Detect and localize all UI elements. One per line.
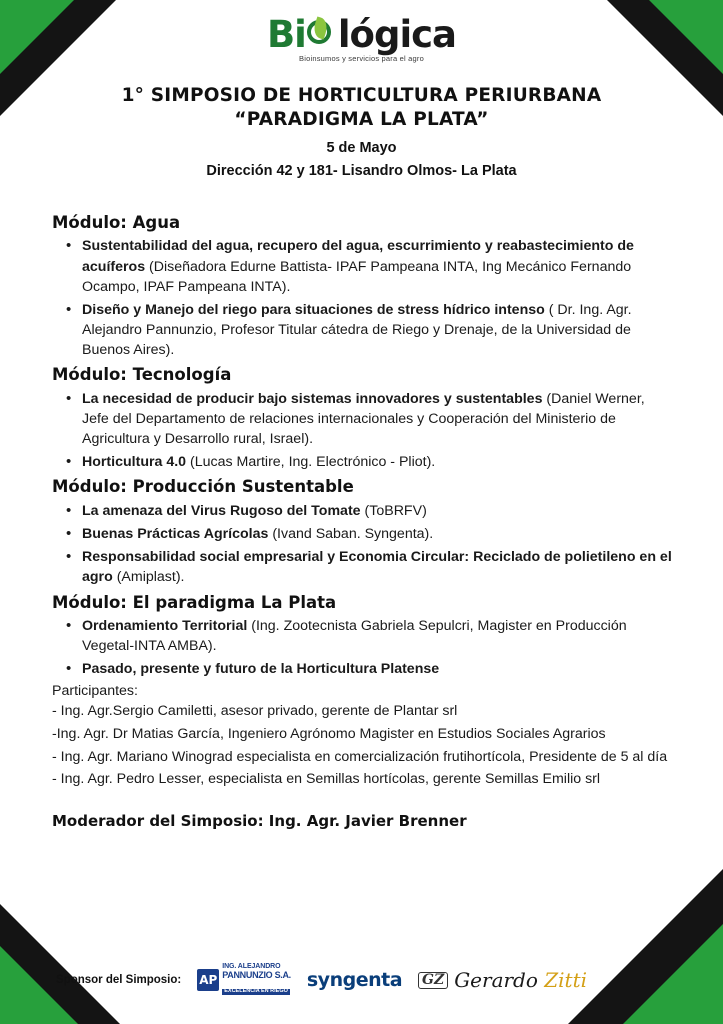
- sponsor-logo-gerardo-zitti: [418, 968, 587, 992]
- gz-name-first: Gerardo: [454, 968, 538, 993]
- sponsor-label: Sponsor del Simposio:: [56, 974, 182, 987]
- list-item: [52, 501, 672, 521]
- item-title: Responsabilidad social empresarial y Economia Circular: Reciclado de polietileno en el agro: [82, 549, 672, 586]
- event-date: 5 de Mayo: [326, 140, 397, 157]
- module-items-produccion-sustentable: [52, 501, 672, 588]
- list-item: [52, 300, 672, 360]
- moderator-line: Moderador del Simposio: Ing. Agr. Javier Brenner: [52, 811, 467, 830]
- participant-line: - Ing. Agr. Pedro Lesser, especialista en Semillas hortícolas, gerente Semillas Emilio srl: [52, 771, 601, 788]
- module-items-tecnologia: [52, 389, 672, 473]
- list-item: [52, 452, 672, 472]
- leaf-icon: [306, 17, 338, 51]
- item-title: Diseño y Manejo del riego para situaciones de stress hídrico intenso: [82, 301, 545, 318]
- module-heading-tecnologia: Módulo: Tecnología: [52, 365, 232, 385]
- participant-line: - Ing. Agr. Mariano Winograd especialista en comercialización frutihortícola, Presidente de 5 al día: [52, 748, 668, 765]
- gz-monogram-icon: GZ: [418, 972, 448, 989]
- item-detail: (Ing. Zootecnista Gabriela Sepulcri, Magister en Producción Vegetal-INTA AMBA).: [82, 617, 627, 655]
- gz-name: [454, 968, 587, 992]
- item-detail: ( Dr. Ing. Agr. Alejandro Pannunzio, Profesor Titular cátedra de Riego y Drenaje, de la Universidad de Buenos Aires).: [82, 301, 632, 359]
- item-title: Horticultura 4.0: [82, 454, 187, 471]
- item-detail: (Daniel Werner, Jefe del Departamento de relaciones internacionales y Cooperación del Ministerio de Agricultura y Desarrollo rural, Israel).: [82, 390, 645, 448]
- list-item: [52, 389, 672, 449]
- list-item: [52, 236, 672, 296]
- page-title: [0, 84, 723, 179]
- sponsor-logo-pannunzio: [197, 963, 291, 997]
- sponsor-row: [56, 963, 666, 997]
- item-detail: (Lucas Martire, Ing. Electrónico - Pliot).: [186, 454, 436, 471]
- participant-line: - Ing. Agr.Sergio Camiletti, asesor privado, gerente de Plantar srl: [52, 703, 458, 720]
- item-detail: (ToBRFV): [360, 502, 427, 519]
- list-item: [52, 659, 672, 679]
- item-title: Pasado, presente y futuro de la Horticultura Platense: [82, 661, 440, 678]
- item-detail: (Amiplast).: [112, 569, 185, 586]
- pannunzio-text: [222, 963, 291, 997]
- list-item: [52, 616, 672, 656]
- logo-word-part1: Bi: [266, 13, 306, 56]
- participant-line: -Ing. Agr. Dr Matias García, Ingeniero Agrónomo Magister en Estudios Sociales Agrarios: [52, 726, 606, 742]
- module-heading-paradigma-la-plata: Módulo: El paradigma La Plata: [52, 592, 337, 612]
- item-detail: (Ivand Saban. Syngenta).: [268, 526, 434, 543]
- logo-word-part2: lógica: [337, 13, 457, 56]
- logo-wordmark: [266, 13, 457, 56]
- module-heading-agua: Módulo: Agua: [52, 213, 181, 232]
- participants-heading: Participantes:: [52, 683, 138, 700]
- item-title: Buenas Prácticas Agrícolas: [82, 526, 269, 543]
- list-item: [52, 547, 672, 587]
- item-title: Ordenamiento Territorial: [82, 617, 248, 634]
- list-item: [52, 524, 672, 544]
- pannunzio-line1: ING. ALEJANDRO: [222, 963, 281, 971]
- event-address: Dirección 42 y 181- Lisandro Olmos- La Plata: [206, 163, 517, 180]
- item-title: Sustentabilidad del agua, recupero del agua, escurrimiento y reabastecimiento de acuíferos: [82, 238, 634, 275]
- title-line-1: 1° SIMPOSIO DE HORTICULTURA PERIURBANA: [121, 85, 602, 106]
- item-title: La amenaza del Virus Rugoso del Tomate: [82, 502, 361, 519]
- gz-name-second: Zitti: [544, 968, 588, 993]
- item-detail: (Diseñadora Edurne Battista- IPAF Pampeana INTA, Ing Mecánico Fernando Ocampo, IPAF Pampeana INTA).: [82, 258, 632, 295]
- bottom-right-black-wedge: [568, 869, 723, 1024]
- title-line-2: “PARADIGMA LA PLATA”: [234, 108, 489, 130]
- module-heading-produccion-sustentable: Módulo: Producción Sustentable: [52, 477, 354, 497]
- brand-logo: [0, 13, 723, 63]
- pannunzio-line3: EXCELENCIA EN RIEGO: [224, 988, 288, 995]
- module-items-agua: [52, 236, 672, 360]
- logo-tagline: Bioinsumos y servicios para el agro: [299, 54, 424, 63]
- sponsor-logo-syngenta: syngenta: [306, 969, 403, 992]
- item-title: La necesidad de producir bajo sistemas innovadores y sustentables: [82, 390, 543, 407]
- module-items-paradigma-la-plata: [52, 616, 672, 679]
- pannunzio-line2: PANNUNZIO S.A.: [222, 969, 291, 980]
- pannunzio-badge-icon: AP: [197, 969, 219, 991]
- program-content: [52, 208, 672, 830]
